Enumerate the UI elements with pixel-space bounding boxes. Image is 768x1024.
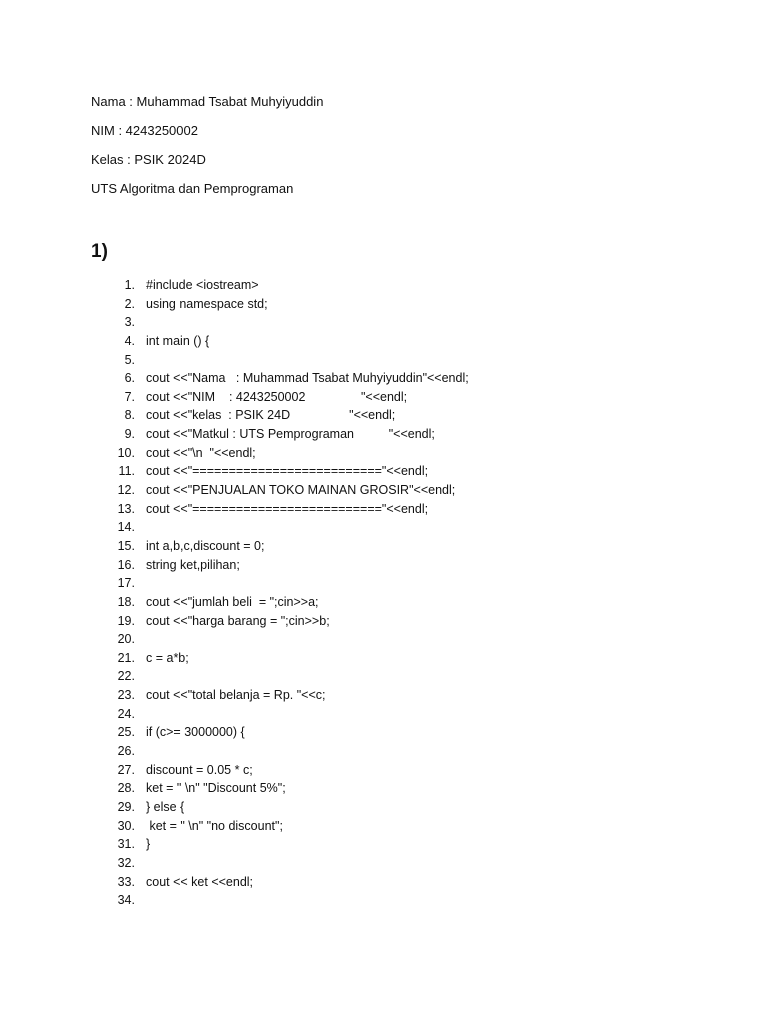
code-line — [106, 873, 469, 892]
code-text: cout <<"total belanja = Rp. "<<c; — [146, 688, 326, 703]
code-line — [106, 798, 469, 817]
exam-title: UTS Algoritma dan Pemprograman — [91, 181, 294, 196]
code-line — [106, 556, 469, 575]
code-text: ket = " \n" "no discount"; — [146, 818, 283, 833]
code-text: discount = 0.05 * c; — [146, 762, 253, 777]
student-name: Nama : Muhammad Tsabat Muhyiyuddin — [91, 94, 324, 109]
code-line — [106, 723, 469, 742]
code-line — [106, 518, 469, 537]
code-line — [106, 705, 469, 724]
line-number: 2. — [124, 296, 135, 311]
line-number: 17. — [117, 576, 135, 591]
code-line — [106, 406, 469, 425]
code-text: cout <<"Nama : Muhammad Tsabat Muhyiyuddin"<<endl; — [146, 371, 469, 386]
code-line — [106, 462, 469, 481]
line-number: 30. — [117, 818, 135, 833]
line-number: 24. — [117, 706, 135, 721]
code-line — [106, 779, 469, 798]
line-number: 15. — [117, 538, 135, 553]
code-line — [106, 667, 469, 686]
code-text: cout <<"=========================="<<endl; — [146, 464, 429, 479]
code-line — [106, 891, 469, 910]
code-text: int a,b,c,discount = 0; — [146, 538, 265, 553]
code-text: using namespace std; — [146, 296, 268, 311]
code-line — [106, 574, 469, 593]
code-listing — [106, 276, 469, 910]
code-text: } else { — [146, 799, 185, 814]
student-class: Kelas : PSIK 2024D — [91, 152, 206, 167]
code-line — [106, 854, 469, 873]
line-number: 9. — [124, 427, 135, 442]
code-text: string ket,pilihan; — [146, 557, 240, 572]
code-line — [106, 276, 469, 295]
line-number: 5. — [124, 352, 135, 367]
question-number: 1) — [91, 241, 108, 262]
code-line — [106, 388, 469, 407]
code-text: int main () { — [146, 333, 210, 348]
code-line — [106, 742, 469, 761]
line-number: 16. — [117, 557, 135, 572]
code-line — [106, 817, 469, 836]
line-number: 22. — [117, 669, 135, 684]
line-number: 3. — [124, 315, 135, 330]
line-number: 10. — [117, 445, 135, 460]
line-number: 28. — [117, 781, 135, 796]
code-line — [106, 444, 469, 463]
code-line — [106, 761, 469, 780]
code-text: cout << ket <<endl; — [146, 874, 254, 889]
code-line — [106, 481, 469, 500]
line-number: 7. — [124, 389, 135, 404]
code-line — [106, 313, 469, 332]
code-text: cout <<"Matkul : UTS Pemprograman "<<endl; — [146, 427, 435, 442]
code-text: #include <iostream> — [146, 278, 259, 292]
code-line — [106, 612, 469, 631]
line-number: 4. — [124, 333, 135, 348]
line-number: 14. — [117, 520, 135, 535]
code-line — [106, 593, 469, 612]
line-number: 29. — [117, 799, 135, 814]
line-number: 21. — [117, 650, 135, 665]
line-number: 20. — [117, 632, 135, 647]
code-text: } — [146, 837, 151, 852]
code-text: cout <<"jumlah beli = ";cin>>a; — [146, 594, 319, 609]
code-line — [106, 537, 469, 556]
code-text: c = a*b; — [146, 650, 189, 665]
student-nim: NIM : 4243250002 — [91, 123, 198, 138]
code-line — [106, 351, 469, 370]
line-number: 25. — [117, 725, 135, 740]
code-line — [106, 630, 469, 649]
code-line — [106, 425, 469, 444]
code-text: cout <<"NIM : 4243250002 "<<endl; — [146, 389, 408, 404]
line-number: 32. — [117, 855, 135, 870]
code-text: ket = " \n" "Discount 5%"; — [146, 781, 286, 796]
line-number: 34. — [117, 893, 135, 908]
line-number: 13. — [117, 501, 135, 516]
code-line — [106, 686, 469, 705]
code-line — [106, 500, 469, 519]
line-number: 6. — [124, 371, 135, 386]
line-number: 11. — [118, 464, 135, 479]
code-text: cout <<"kelas : PSIK 24D "<<endl; — [146, 408, 396, 423]
student-info — [91, 93, 323, 209]
line-number: 1. — [124, 278, 135, 292]
line-number: 27. — [117, 762, 135, 777]
code-line — [106, 369, 469, 388]
line-number: 18. — [117, 594, 135, 609]
code-line — [106, 835, 469, 854]
line-number: 19. — [117, 613, 135, 628]
line-number: 26. — [117, 744, 135, 759]
code-text: cout <<"harga barang = ";cin>>b; — [146, 613, 330, 628]
code-text: cout <<"\n "<<endl; — [146, 445, 256, 460]
code-text: cout <<"=========================="<<endl; — [146, 501, 429, 516]
line-number: 12. — [117, 483, 135, 498]
code-text: if (c>= 3000000) { — [146, 725, 245, 740]
code-line — [106, 649, 469, 668]
code-line — [106, 332, 469, 351]
line-number: 33. — [117, 874, 135, 889]
line-number: 23. — [117, 688, 135, 703]
line-number: 31. — [117, 837, 135, 852]
line-number: 8. — [124, 408, 135, 423]
code-line — [106, 295, 469, 314]
code-text: cout <<"PENJUALAN TOKO MAINAN GROSIR"<<endl; — [146, 483, 456, 498]
